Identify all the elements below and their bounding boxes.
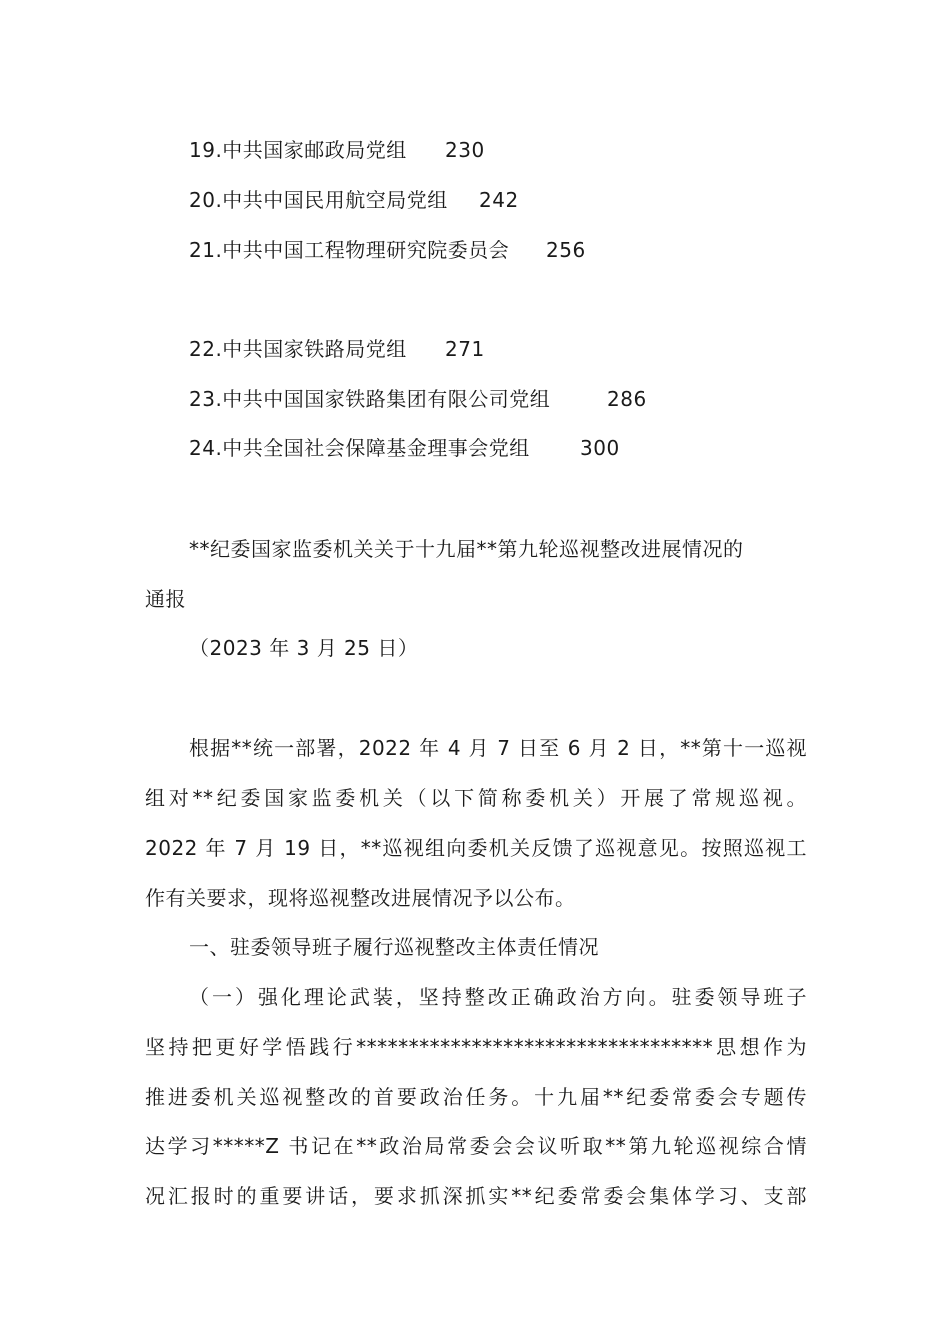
section-heading: 一、驻委领导班子履行巡视整改主体责任情况: [189, 935, 599, 959]
toc-entry-page: 271: [445, 337, 485, 361]
toc-entry-21: [189, 238, 586, 262]
paragraph-line: 2022 年 7 月 19 日，**巡视组向委机关反馈了巡视意见。按照巡视工: [145, 836, 807, 860]
report-title-line2: 通报: [145, 587, 186, 611]
toc-entry-page: 300: [580, 436, 620, 460]
toc-entry-title: 23.中共中国国家铁路集团有限公司党组: [189, 387, 551, 411]
paragraph-line: 推进委机关巡视整改的首要政治任务。十九届**纪委常委会专题传: [145, 1085, 807, 1109]
toc-entry-22: [189, 337, 485, 361]
toc-entry-page: 286: [607, 387, 647, 411]
toc-entry-page: 242: [479, 188, 519, 212]
toc-entry-page: 256: [546, 238, 586, 262]
report-date: （2023 年 3 月 25 日）: [189, 636, 419, 660]
toc-entry-title: 24.中共全国社会保障基金理事会党组: [189, 436, 530, 460]
paragraph-line: 况汇报时的重要讲话，要求抓深抓实**纪委常委会集体学习、支部: [145, 1184, 807, 1208]
paragraph-line: 坚持把更好学悟践行**********************************思想作为: [145, 1035, 807, 1059]
paragraph-line: （一）强化理论武装，坚持整改正确政治方向。驻委领导班子: [189, 985, 807, 1009]
paragraph-line: 根据**统一部署，2022 年 4 月 7 日至 6 月 2 日，**第十一巡视: [189, 736, 807, 760]
toc-entry-23: [189, 387, 647, 411]
paragraph-line: 作有关要求，现将巡视整改进展情况予以公布。: [145, 886, 576, 910]
toc-entry-title: 21.中共中国工程物理研究院委员会: [189, 238, 510, 262]
toc-entry-24: [189, 436, 620, 460]
paragraph-line: 达学习*****Z 书记在**政治局常委会会议听取**第九轮巡视综合情: [145, 1134, 807, 1158]
report-title-line1: **纪委国家监委机关关于十九届**第九轮巡视整改进展情况的: [189, 537, 744, 561]
toc-entry-title: 20.中共中国民用航空局党组: [189, 188, 448, 212]
toc-entry-page: 230: [445, 138, 485, 162]
toc-entry-title: 22.中共国家铁路局党组: [189, 337, 407, 361]
toc-entry-title: 19.中共国家邮政局党组: [189, 138, 407, 162]
toc-entry-19: [189, 138, 485, 162]
toc-entry-20: [189, 188, 519, 212]
paragraph-line: 组对**纪委国家监委机关（以下简称委机关）开展了常规巡视。: [145, 786, 807, 810]
